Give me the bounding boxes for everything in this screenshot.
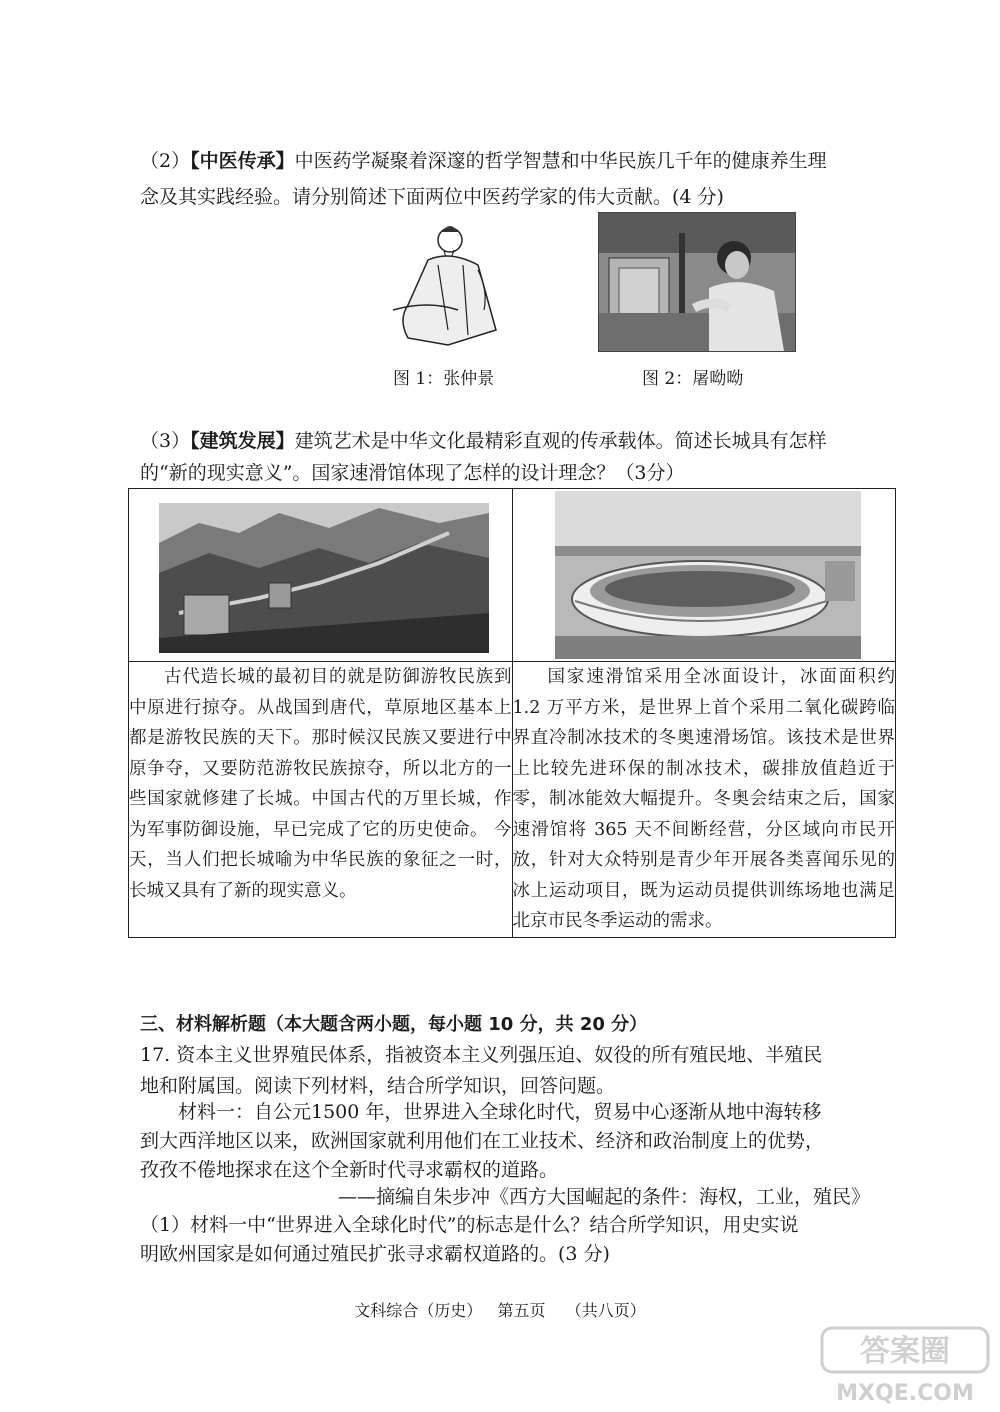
- sub-question1-line1: （1）材料一中“世界进入全球化时代”的标志是什么？结合所学知识，用史实说: [140, 1214, 799, 1236]
- page-footer: 文科综合（历史） 第五页 （共八页）: [354, 1301, 646, 1320]
- q3-text-1: 建筑艺术是中华文化最精彩直观的传承载体。简述长城具有怎样: [294, 430, 827, 452]
- q3-line1: [140, 426, 827, 456]
- site-watermark-logo: [820, 1326, 990, 1406]
- q3-line2: 的“新的现实意义”。国家速滑馆体现了怎样的设计理念？（3分）: [140, 462, 685, 484]
- svg-text:MXQE.COM: MXQE.COM: [836, 1381, 974, 1406]
- zhang-zhongjing-portrait: [388, 210, 500, 352]
- great-wall-photo: [159, 503, 489, 653]
- material-source: ——摘编自朱步冲《西方大国崛起的条件：海权，工业，殖民》: [338, 1186, 871, 1208]
- tu-youyou-photo: [598, 212, 796, 352]
- svg-text:答案圈: 答案圈: [860, 1334, 950, 1369]
- speed-skating-description: 国家速滑馆采用全冰面设计，冰面面积约 1.2 万平方米，是世界上首个采用二氧化碳跨临界直冷制冰技术的冬奥速滑场馆。该技术是世界上比较先进环保的制冰技术，碳排放值趋近于零，制冰能效大幅提升。冬奥会结束之后，国家速滑馆将 365 天不间断经营，分区域向市民开放，针对大众特别是青少年开展各类喜闻乐见的冰上运动项目，既为运动员提供训练场地也满足北京市民冬季运动的需求。: [512, 667, 895, 931]
- q3-tag: 【建筑发展】: [190, 430, 295, 452]
- material-line3: 孜孜不倦地探求在这个全新时代寻求霸权的道路。: [140, 1159, 559, 1181]
- q3-number: （3）: [140, 430, 191, 452]
- speed-skating-oval-photo: [555, 491, 861, 659]
- q17-line1: 17. 资本主义世界殖民体系，指被资本主义列强压迫、奴役的所有殖民地、半殖民: [140, 1044, 823, 1066]
- q2-tag: 【中医传承】: [190, 150, 295, 172]
- q17-line2: 地和附属国。阅读下列材料，结合所学知识，回答问题。: [140, 1075, 616, 1097]
- speed-skating-oval-photo-cell: [512, 489, 896, 662]
- material-line1: 材料一：自公元1500 年，世界进入全球化时代，贸易中心逐渐从地中海转移: [178, 1101, 822, 1123]
- sub-question1-line2: 明欧州国家是如何通过殖民扩张寻求霸权道路的。(3 分): [140, 1243, 610, 1265]
- figure1-caption: 图 1：张仲景: [393, 369, 495, 389]
- q2-line1: [140, 146, 827, 176]
- great-wall-photo-cell: [129, 489, 513, 662]
- great-wall-description: 古代造长城的最初目的就是防御游牧民族到中原进行掠夺。从战国到唐代，草原地区基本上都是游牧民族的天下。那时候汉民族又要进行中原争夺，又要防范游牧民族掠夺，所以北方的一些国家就修建了长城。中国古代的万里长城，作为军事防御设施，早已完成了它的历史使命。 今天，当人们把长城喻为中华民族的象征之一时，长城又具有了新的现实意义。: [129, 667, 512, 901]
- q2-text-1: 中医药学凝聚着深邃的哲学智慧和中华民族几千年的健康养生理: [294, 150, 827, 172]
- section3-heading: 三、材料解析题（本大题含两小题，每小题 10 分，共 20 分）: [140, 1014, 648, 1035]
- q2-line2: 念及其实践经验。请分别简述下面两位中医药学家的伟大贡献。(4 分): [140, 186, 724, 208]
- great-wall-description-cell: [129, 662, 513, 938]
- material-line2: 到大西洋地区以来，欧洲国家就利用他们在工业技术、经济和政治制度上的优势，: [140, 1130, 825, 1152]
- q2-number: （2）: [140, 150, 191, 172]
- comparison-table: [128, 488, 896, 938]
- speed-skating-description-cell: [512, 662, 896, 938]
- figure2-caption: 图 2：屠呦呦: [642, 369, 744, 389]
